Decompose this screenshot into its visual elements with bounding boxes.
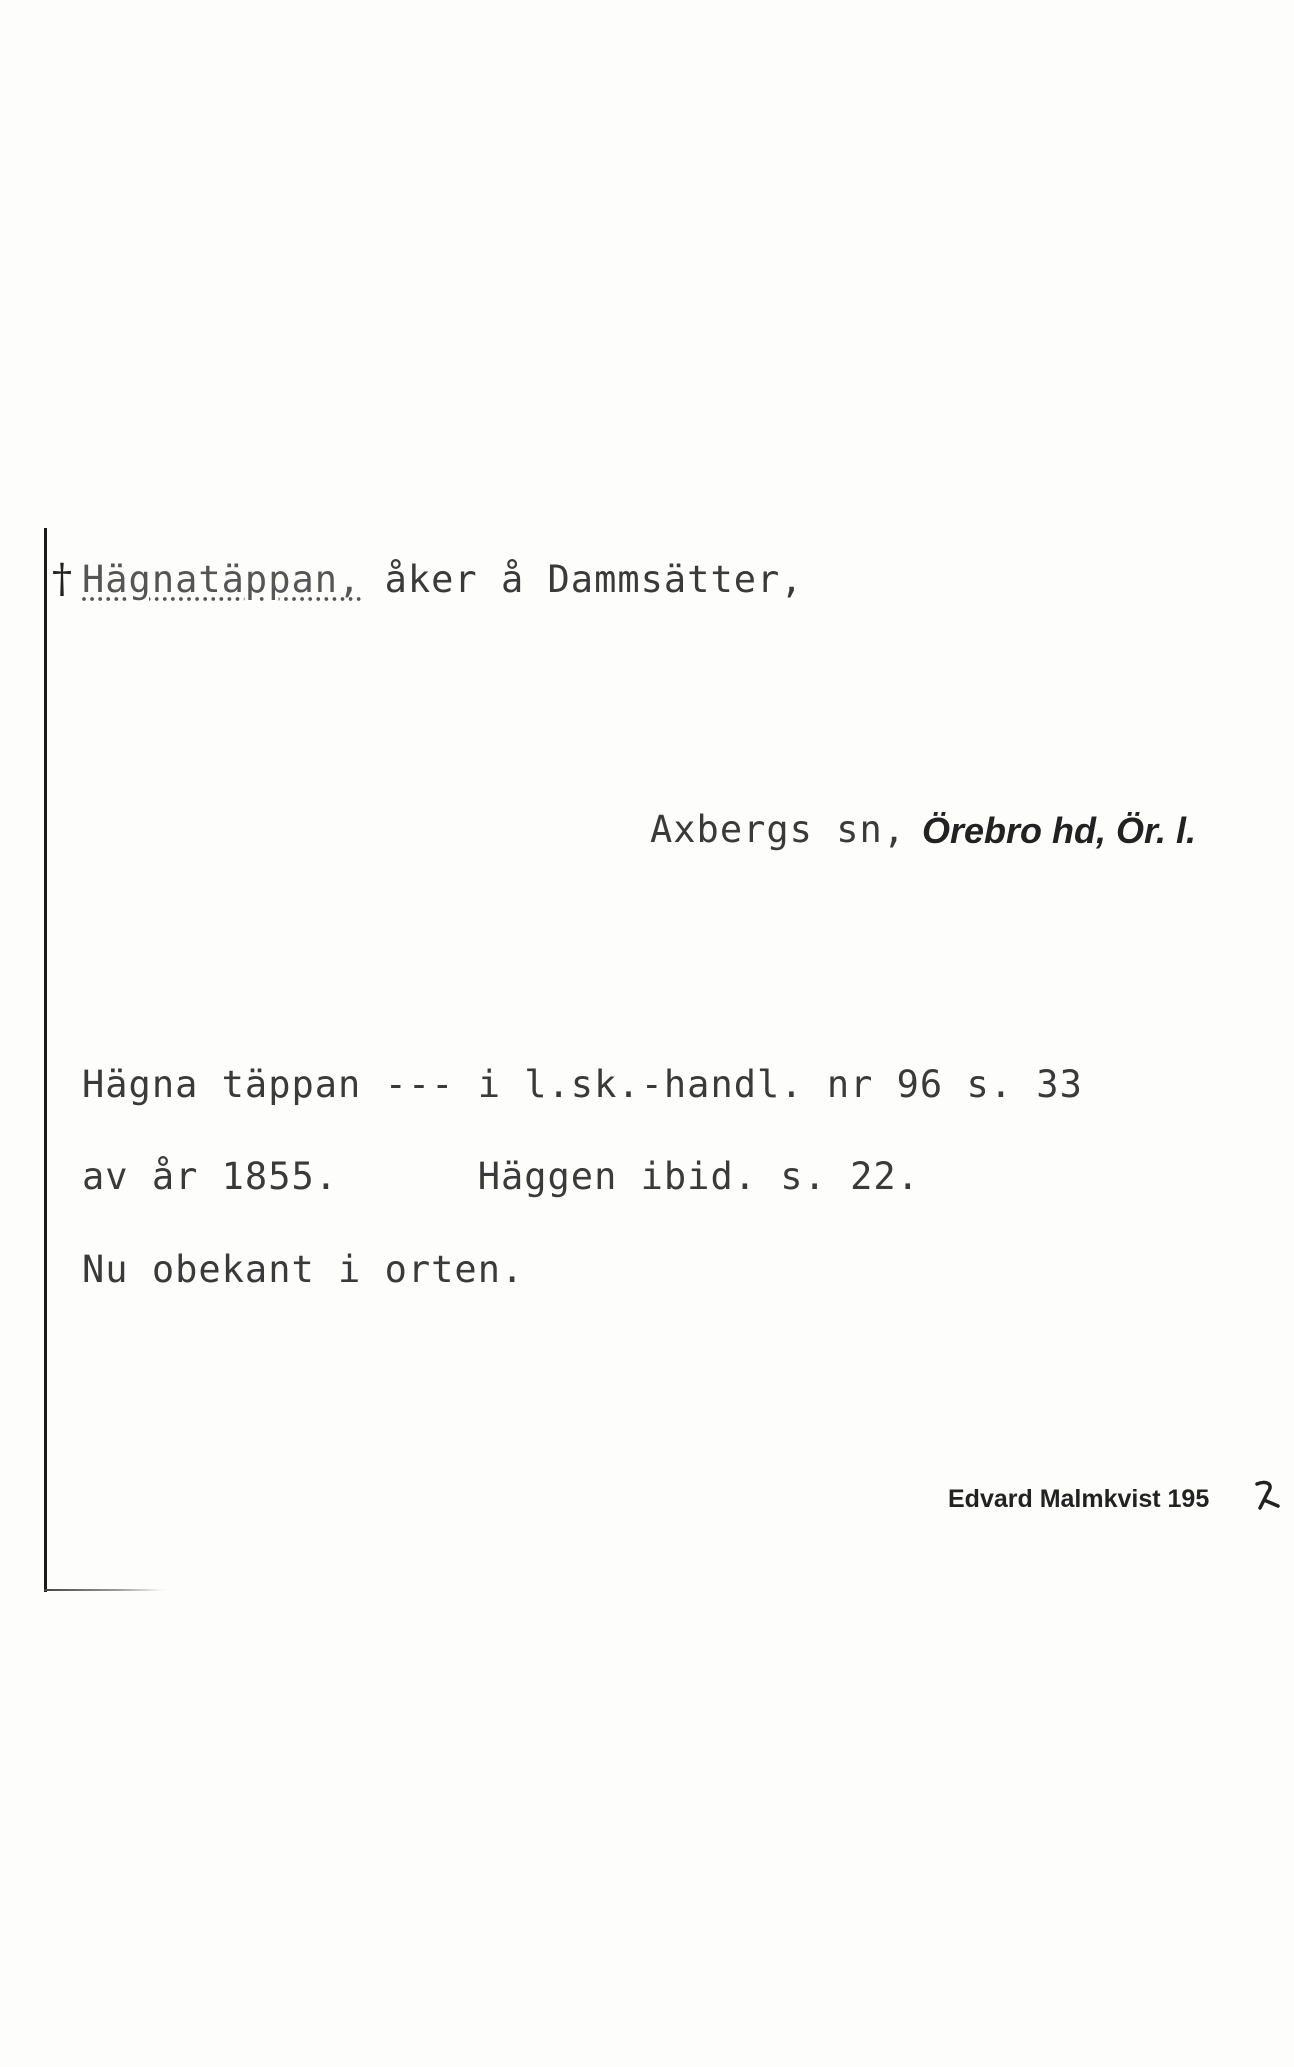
note-line-3: Nu obekant i orten.	[82, 1248, 525, 1291]
card-left-rule	[44, 528, 47, 1592]
district-stamp: Örebro hd, Ör. l.	[922, 810, 1197, 851]
card-bottom-rule	[44, 1589, 164, 1591]
handwritten-digit-mark	[1252, 1478, 1282, 1514]
heading-rest: åker å Dammsätter,	[384, 558, 804, 601]
dagger-mark: †	[52, 556, 72, 602]
card-heading	[82, 558, 804, 601]
signature-stamp: Edvard Malmkvist 195	[948, 1485, 1210, 1513]
headword: Hägnatäppan,	[82, 558, 362, 601]
parish-line: Axbergs sn,	[650, 808, 907, 851]
note-line-2: av år 1855. Häggen ibid. s. 22.	[82, 1155, 920, 1198]
note-line-1: Hägna täppan --- i l.sk.-handl. nr 96 s. 33	[82, 1063, 1083, 1106]
